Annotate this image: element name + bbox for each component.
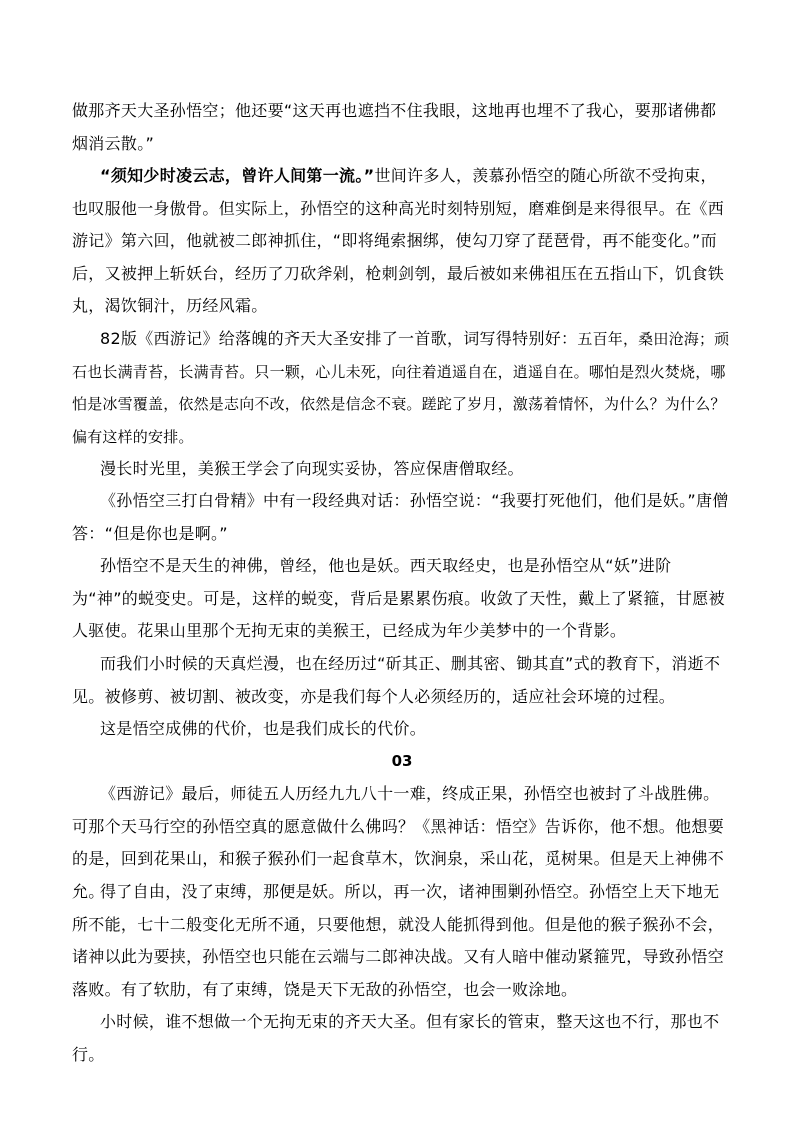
paragraph-text: 82版《西游记》给落魄的齐天大圣安排了一首歌，词写得特别好： [100,329,578,348]
paragraph-5 [72,485,732,550]
paragraph-8 [72,713,732,746]
paragraph-6 [72,550,732,648]
paragraph-7 [72,648,732,713]
paragraph-text: 世间许多人，羡慕孙悟空的随心所欲不受拘束，也叹服他一身傲骨。但实际上，孙悟空的这种高光时刻特别短，磨难倒是来得很早。在《西游记》第六回，他就被二郎神抓住，“即将绳索捆绑，使勾刀穿了琵琶骨，再不能变化。”而后，又被押上斩妖台，经历了刀砍斧剁，枪刺剑刳，最后被如来佛祖压在五指山下，饥食铁丸，渴饮铜汁，历经风霜。 [72,166,725,315]
paragraph-text: 孙悟空不是天生的神佛，曾经，他也是妖。西天取经史，也是孙悟空从“妖”进阶为“神”的蜕变史。可是，这样的蜕变，背后是累累伤痕。收敛了天性，戴上了紧箍，甘愿被人驱使。花果山里那个无拘无束的美猴王，已经成为年少美梦中的一个背影。 [72,556,725,640]
paragraph-text: 《孙悟空三打白骨精》中有一段经典对话：孙悟空说：“我要打死他们，他们是妖。”唐僧答：“但是你也是啊。” [72,491,729,543]
section-heading: 03 [391,752,413,770]
paragraph-text: 得了自由，没了束缚，那便是妖。所以，再一次，诸神围剿孙悟空。孙悟空上天下地无所不能，七十二般变化无所不通，只要他想，就没人能抓得到他。但是他的猴子猴孙不会，诸神以此为要挟，孙悟空也只能在云端与二郎神决战。又有人暗中催动紧箍咒，导致孙悟空落败。有了软肋，有了束缚，饶是天下无敌的孙悟空，也会一败涂地。 [72,882,725,999]
paragraph-text: 而我们小时候的天真烂漫，也在经历过“斫其正、删其密、锄其直”式的教育下，消逝不见。被修剪、被切割、被改变，亦是我们每个人必须经历的，适应社会环境的过程。 [72,654,721,706]
paragraph-text: 小时候，谁不想做一个无拘无束的齐天大圣。但有家长的管束，整天这也不行，那也不行。 [72,1012,720,1064]
paragraph-11 [72,1006,732,1071]
paragraph-text: 漫长时光里，美猴王学会了向现实妥协，答应保唐僧取经。 [100,459,524,478]
paragraph-text: 做那齐天大圣孙悟空；他还要“这天再也遮挡不住我眼，这地再也埋不了我心，要那诸佛都烟消云散。” [72,101,717,153]
paragraph-2 [72,160,732,323]
paragraph-text: 这是悟空成佛的代价，也是我们成长的代价。 [100,719,427,738]
paragraph-3 [72,323,732,453]
poem-quote: “须知少时凌云志，曾许人间第一流。” [100,166,375,185]
song-lyrics: 五百年，桑田沧海；顽石也长满青苔，长满青苔。只一颗，心儿未死，向往着逍遥自在，逍遥自在。哪怕是烈火焚烧，哪怕是冰雪覆盖，依然是志向不改，依然是信念不衰。蹉跎了岁月，激荡着情怀，为什么？为什么？偏有这样的安排。 [72,330,730,446]
paragraph-text: 《西游记》最后，师徒五人历经九九八十一难，终成正果，孙悟空也被封了斗战胜佛。可那个天马行空的孙悟空真的愿意做什么佛吗？《黑神话：悟空》告诉你，他不想。他想要的是，回到花果山，和猴子猴孙们一起食草木，饮涧泉，采山花，觅树果。但是天上神佛不允。 [72,784,725,901]
paragraph-4 [72,453,732,486]
paragraph-10 [72,876,732,1006]
paragraph-1 [72,95,732,160]
